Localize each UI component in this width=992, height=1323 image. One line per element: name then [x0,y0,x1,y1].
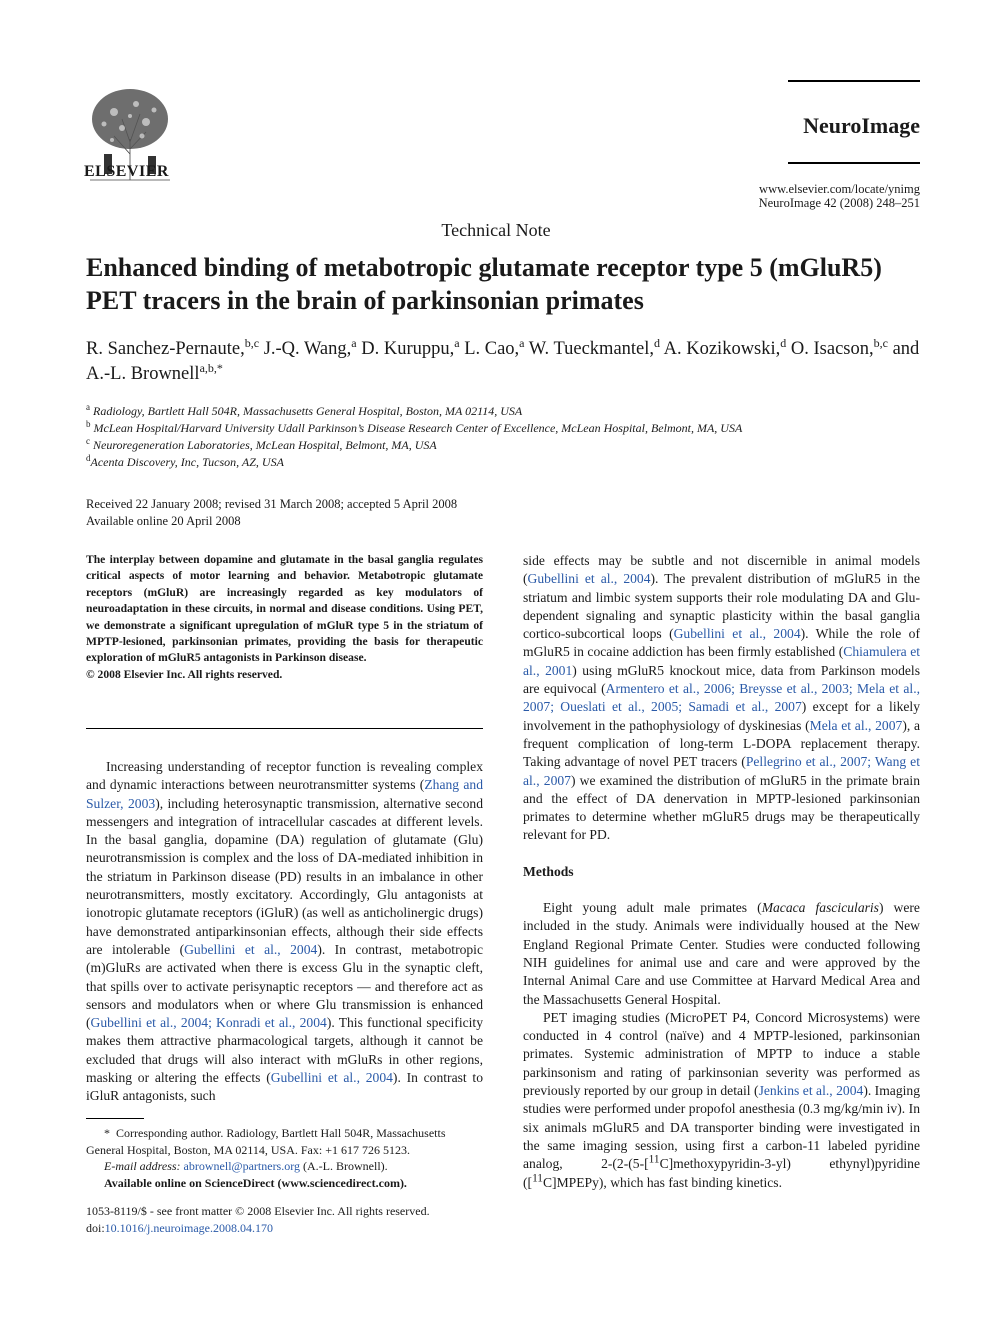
body-paragraph: side effects may be subtle and not discernible in animal models (Gubellini et al., 2004). The prevalent distribution of mGluR5 in the striatum and limbic system supports their role modulating DA and Glu-dependent signaling and synaptic plasticity within the basal ganglia cortico-subcortical loops (Gubellini et al., 2004). While the role of mGluR5 in cocaine addiction has been firmly established (Chiamulera et al., 2001) using mGluR5 knockout mice, data from Parkinson models are equivocal (Armentero et al., 2006; Breysse et al., 2003; Mela et al., 2007; Oueslati et al., 2005; Samadi et al., 2007) except for a likely involvement in the pathophysiology of dyskinesias (Mela et al., 2007), a frequent complication of long-term L-DOPA replacement therapy. Taking advantage of novel PET tracers (Pellegrino et al., 2007; Wang et al., 2007) we examined the distribution of mGluR5 in the primate brain and the effect of DA denervation in MPTP-lesioned parkinsonian primates to determine whether mGluR5 drugs may be therapeutically relevant for PD. [523,553,921,843]
journal-citation: NeuroImage 42 (2008) 248–251 [758,196,920,210]
author: O. Isacson,$^{b,c}$ [790,335,888,359]
author: R. Sanchez-Pernaute,$^{b,c}$ [86,335,260,359]
section-heading-methods: Methods [523,863,574,879]
citation-link[interactable]: Pellegrino et al., 2007; Wang et al., 2007 [523,754,920,788]
body-column-right [523,552,920,1192]
journal-rule-bottom [788,162,920,164]
affiliation: $^b$ McLean Hospital/Harvard University Udall Parkinson’s Disease Research Center of Excellence, McLean Hospital, Belmont, MA, USA [86,419,743,435]
citation-link[interactable]: Gubellini et al., 2004 [184,941,318,957]
journal-name: NeuroImage [803,113,920,138]
author: W. Tueckmantel,$^d$ [528,335,661,359]
citation-link[interactable]: Gubellini et al., 2004 [673,626,801,642]
issn-block [86,1203,483,1237]
author-list [86,337,936,387]
citation-link[interactable]: Gubellini et al., 2004 [270,1070,393,1086]
citation-link[interactable]: Mela et al., 2007 [809,717,903,733]
author: L. Cao,$^a$ [464,335,525,359]
affiliations [86,403,936,471]
front-matter-line: 1053-8119/$ - see front matter © 2008 Elsevier Inc. All rights reserved. [86,1204,430,1218]
journal-rule-top [788,80,920,82]
article-dates [86,496,586,530]
abstract-text: The interplay between dopamine and glutamate in the basal ganglia regulates critical aspects of motor learning and behavior. Metabotropic glutamate receptors (mGluR) are increasingly regarded as key modulators of neuroadaptation in these circuits, in normal and disease conditions. Using PET, we demonstrate a significant upregulation of mGluR type 5 in the striatum of MPTP-lesioned, parkinsonian primates, providing the basis for therapeutic exploration of mGluR5 antagonists in Parkinson disease. [86,553,483,665]
citation-link[interactable]: Armentero et al., 2006; Breysse et al., 2003; Mela et al., 2007; Oueslati et al., 2005; Samadi et al., 2007 [523,681,920,715]
citation-link[interactable]: Jenkins et al., 2004 [758,1083,864,1099]
citation-link[interactable]: Zhang and Sulzer, 2003 [86,777,483,811]
email-link[interactable]: abrownell@partners.org [183,1159,301,1173]
footnote-divider [86,1118,144,1119]
article-title: Enhanced binding of metabotropic glutamate receptor type 5 (mGluR5) PET tracers in the brain of parkinsonian primates [86,253,882,315]
abstract-copyright: © 2008 Elsevier Inc. All rights reserved. [86,667,283,681]
affiliation: $^d$Acenta Discovery, Inc, Tucson, AZ, USA [86,453,284,469]
citation-link[interactable]: Gubellini et al., 2004; Konradi et al., 2004 [90,1015,327,1031]
article-type: Technical Note [441,220,551,240]
author: A. Kozikowski,$^d$ [663,335,787,359]
received-dates: Received 22 January 2008; revised 31 March 2008; accepted 5 April 2008 [86,497,458,511]
body-paragraph: PET imaging studies (MicroPET P4, Concord Microsystems) were conducted in 4 control (naïve) and 4 MPTP-lesioned, parkinsonian primates. Systemic administration of MPTP to induce a stable parkinsonism and rating of parkinsonian severity was performed as previously reported by our group in detail (Jenkins et al., 2004). Imaging studies were performed under propofol anesthesia (0.3 mg/kg/min iv). In six animals mGluR5 and DA transporter binding were investigated in the same imaging session, using first a carbon-11 labeled pyridine analog, 2-(2-(5-[$^{11}$C]methoxypyridin-3-yl) ethynyl)pyridine ([$^{11}$C]MPEPy), which has fast binding kinetics. [523,1009,920,1190]
body-paragraph: Eight young adult male primates (Macaca fascicularis) were included in the study. Animals were individually housed at the New England Regional Primate Center. Studies were conducted following NIH guidelines for animal use and care and were approved by the Internal Animal Care and use Committee at Harvard Medical Area and the Massachusetts General Hospital. [523,900,920,1007]
footnote-email: E-mail address: abrownell@partners.org (A.-L. Brownell). [104,1159,388,1173]
citation-link[interactable]: Chiamulera et al., 2001 [523,644,921,678]
author: J.-Q. Wang,$^a$ [263,335,357,359]
doi-line: doi:10.1016/j.neuroimage.2008.04.170 [86,1221,273,1235]
online-date: Available online 20 April 2008 [86,514,241,528]
corresponding-author-footnote [86,1125,483,1191]
sciencedirect-note: Available online on ScienceDirect (www.sciencedirect.com). [104,1175,407,1190]
author: D. Kuruppu,$^a$ [361,335,460,359]
author: and A.-L. Brownell$^{a,b,*}$ [86,339,920,384]
affiliation: $^a$ Radiology, Bartlett Hall 504R, Massachusetts General Hospital, Boston, MA 02114, USA [86,402,523,418]
abstract [86,552,483,683]
doi-link[interactable]: 10.1016/j.neuroimage.2008.04.170 [104,1221,273,1235]
citation-link[interactable]: Gubellini et al., 2004 [527,571,651,587]
journal-url[interactable]: www.elsevier.com/locate/ynimg [759,182,920,196]
footnote-text: * Corresponding author. Radiology, Bartlett Hall 504R, Massachusetts General Hospital, Boston, MA 02114, USA. Fax: +1 617 726 5123. [86,1126,446,1157]
body-column-left [86,758,483,1106]
affiliation: $^c$ Neuroregeneration Laboratories, McLean Hospital, Belmont, MA, USA [86,436,437,452]
publisher-name: ELSEVIER [84,163,169,180]
abstract-divider [86,728,483,729]
body-paragraph: Increasing understanding of receptor function is revealing complex and dynamic interactions between neurotransmitter systems (Zhang and Sulzer, 2003), including heterosynaptic transmission, alternative second messengers and integration of intracellular cascades at different levels. In the basal ganglia, dopamine (DA) regulation of glutamate (Glu) neurotransmission is complex and the loss of DA-mediated inhibition in the striatum in Parkinson disease (PD) results in an imbalance in other neurotransmitters, mostly excitatory. Accordingly, Glu antagonists at ionotropic glutamate receptors (iGluR) (as well as anticholinergic drugs) have demonstrated antiparkinsonian effects, although their side effects are intolerable (Gubellini et al., 2004). In contrast, metabotropic (m)GluRs are activated when there is excess Glu in the synaptic cleft, that spills over to activate perisynaptic receptors — and therefore act as sensors and modulators when or where Glu transmission is enhanced (Gubellini et al., 2004; Konradi et al., 2004). This functional specificity makes them attractive pharmacological targets, although it cannot be excluded that drugs will also interact with mGluRs in other regions, masking or altering the effects (Gubellini et al., 2004). In contrast to iGluR antagonists, such [86,759,484,1104]
